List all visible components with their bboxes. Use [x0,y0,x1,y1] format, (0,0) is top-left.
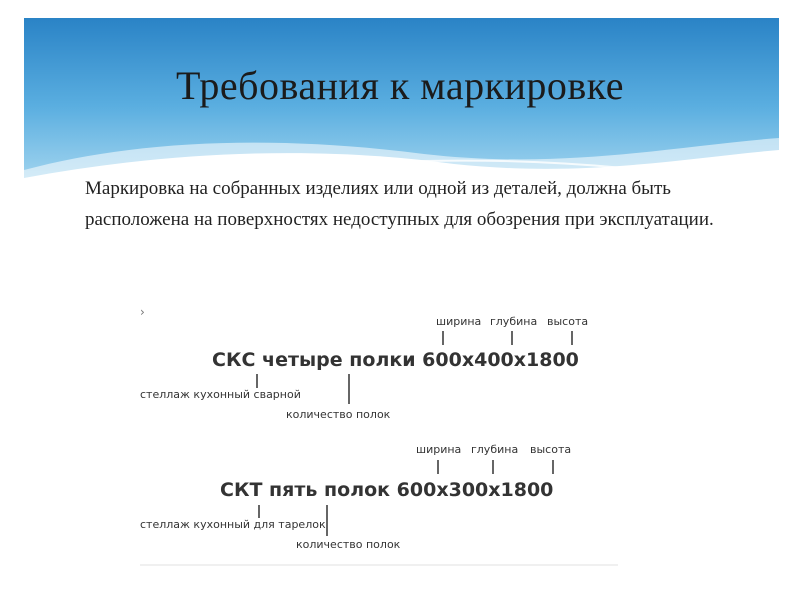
slide-body-text: Маркировка на собранных изделиях или одной из деталей, должна быть расположена на поверхностях недоступных для обозрения при эксплуатации. [85,178,714,230]
dim-label-depth: глубина [471,443,519,456]
type-label: стеллаж кухонный для тарелок [140,518,326,531]
count-label: количество полок [286,408,391,421]
dim-label-depth: глубина [490,315,538,328]
slide-title: Требования к маркировке [176,63,624,108]
dim-label-width: ширина [416,443,462,456]
marking-example-1 [140,315,588,421]
type-label: стеллаж кухонный сварной [140,388,301,401]
count-label: количество полок [296,538,401,551]
dim-label-width: ширина [436,315,482,328]
dim-label-height: высота [547,315,589,328]
marking-code: СКТ пять полок 600х300х1800 [220,479,554,501]
marking-code: СКС четыре полки 600х400х1800 [212,349,579,371]
figure-corner-mark: › [140,305,145,319]
dim-label-height: высота [530,443,572,456]
marking-diagram [140,300,620,570]
marking-example-2 [140,443,571,551]
